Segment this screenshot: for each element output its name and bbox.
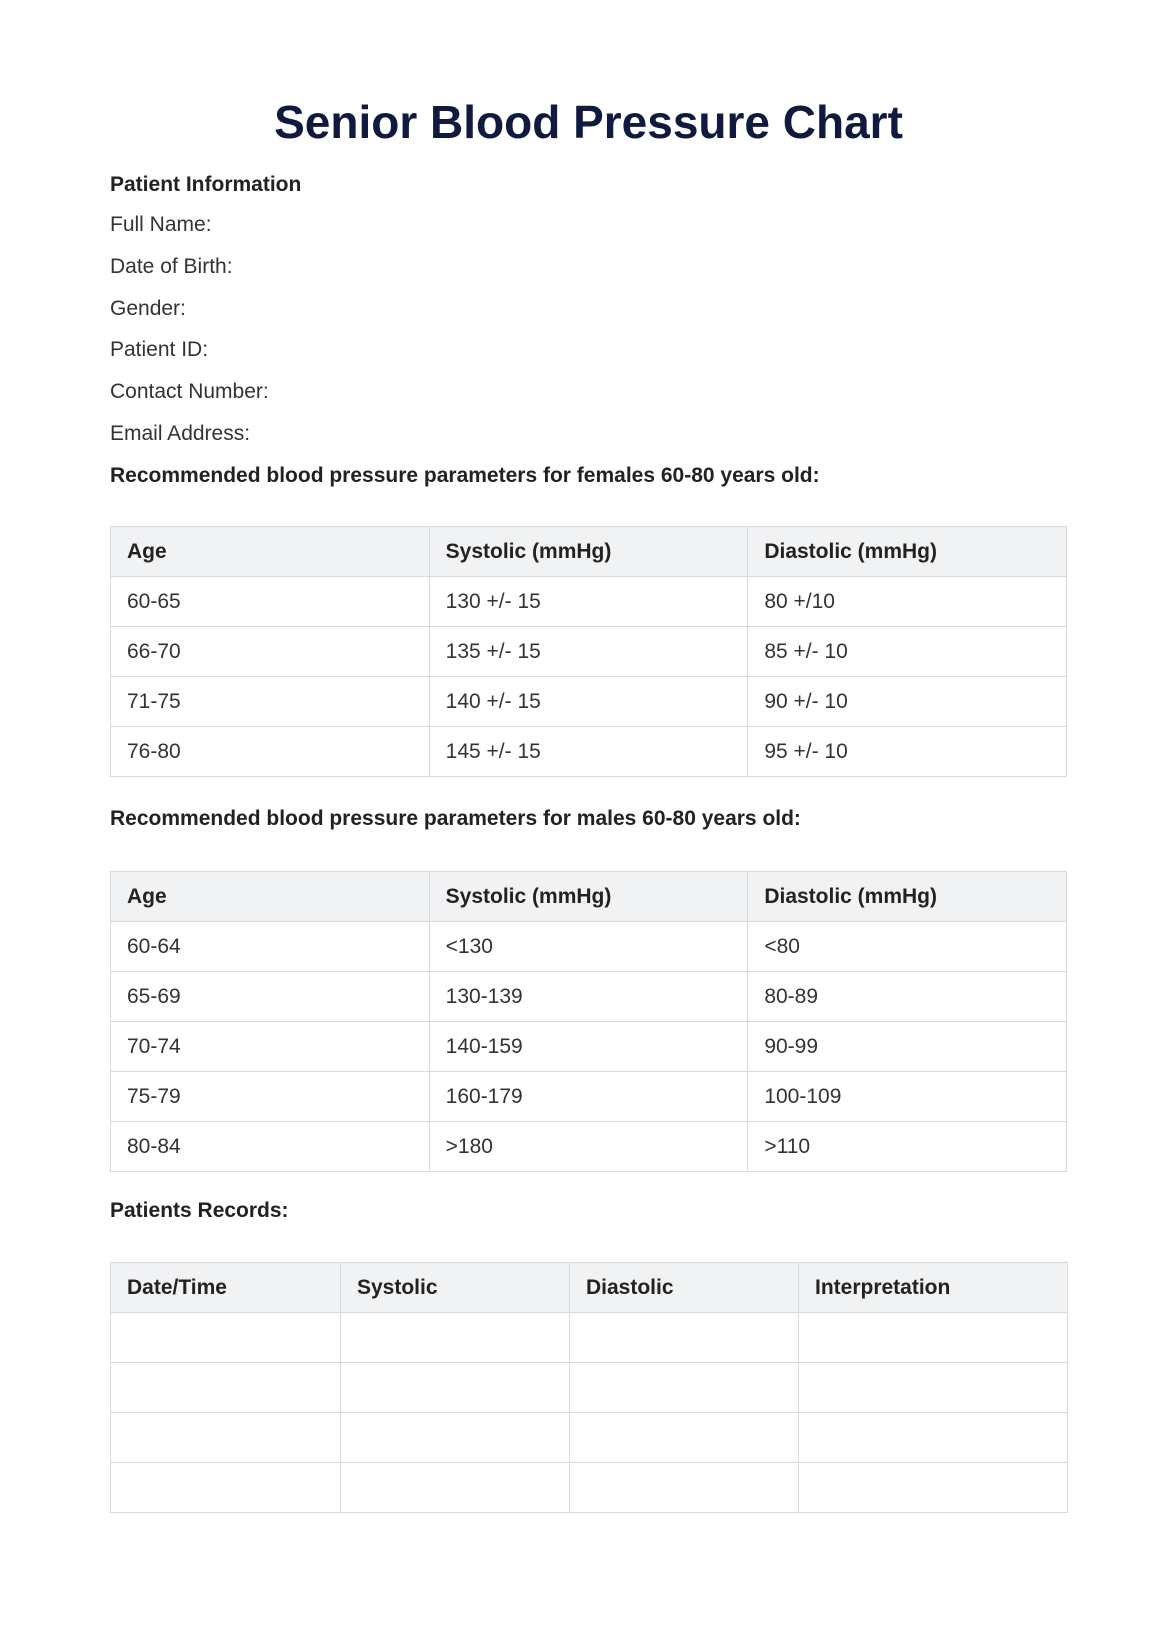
header-diastolic: Diastolic <box>570 1263 799 1313</box>
female-bp-table <box>110 526 1067 777</box>
table-header-row <box>111 527 1067 577</box>
table-row <box>111 1463 1068 1513</box>
table-row <box>111 1022 1067 1072</box>
systolic-cell: 130-139 <box>429 972 748 1022</box>
systolic-cell[interactable] <box>341 1363 570 1413</box>
systolic-cell[interactable] <box>341 1463 570 1513</box>
table-row <box>111 1363 1068 1413</box>
systolic-cell: 140 +/- 15 <box>429 677 748 727</box>
table-row <box>111 972 1067 1022</box>
email-address-label: Email Address: <box>110 422 251 445</box>
systolic-cell[interactable] <box>341 1313 570 1363</box>
diastolic-cell: 80 +/10 <box>748 577 1067 627</box>
table-header-row <box>111 1263 1068 1313</box>
table-row <box>111 922 1067 972</box>
diastolic-cell: 90 +/- 10 <box>748 677 1067 727</box>
diastolic-cell[interactable] <box>570 1413 799 1463</box>
table-row <box>111 1313 1068 1363</box>
table-row <box>111 1122 1067 1172</box>
diastolic-cell: 95 +/- 10 <box>748 727 1067 777</box>
header-diastolic: Diastolic (mmHg) <box>748 872 1067 922</box>
age-cell: 80-84 <box>111 1122 430 1172</box>
full-name-label: Full Name: <box>110 213 212 236</box>
age-cell: 71-75 <box>111 677 430 727</box>
table-header-row <box>111 872 1067 922</box>
systolic-cell: 135 +/- 15 <box>429 627 748 677</box>
table-row <box>111 1072 1067 1122</box>
page-title: Senior Blood Pressure Chart <box>274 96 903 148</box>
systolic-cell[interactable] <box>341 1413 570 1463</box>
age-cell: 76-80 <box>111 727 430 777</box>
diastolic-cell: <80 <box>748 922 1067 972</box>
patient-info-heading: Patient Information <box>110 173 302 196</box>
header-interpretation: Interpretation <box>799 1263 1068 1313</box>
age-cell: 66-70 <box>111 627 430 677</box>
systolic-cell: 130 +/- 15 <box>429 577 748 627</box>
header-systolic: Systolic <box>341 1263 570 1313</box>
diastolic-cell: >110 <box>748 1122 1067 1172</box>
male-table-heading: Recommended blood pressure parameters for males 60-80 years old: <box>110 807 801 830</box>
header-age: Age <box>111 527 430 577</box>
header-date-time: Date/Time <box>111 1263 341 1313</box>
interpretation-cell[interactable] <box>799 1413 1068 1463</box>
date-time-cell[interactable] <box>111 1413 341 1463</box>
diastolic-cell: 100-109 <box>748 1072 1067 1122</box>
table-row <box>111 1413 1068 1463</box>
table-row <box>111 677 1067 727</box>
records-heading: Patients Records: <box>110 1199 289 1222</box>
date-time-cell[interactable] <box>111 1363 341 1413</box>
systolic-cell: 160-179 <box>429 1072 748 1122</box>
patient-records-table <box>110 1262 1068 1513</box>
diastolic-cell[interactable] <box>570 1463 799 1513</box>
date-time-cell[interactable] <box>111 1313 341 1363</box>
age-cell: 60-64 <box>111 922 430 972</box>
male-bp-table <box>110 871 1067 1172</box>
age-cell: 70-74 <box>111 1022 430 1072</box>
diastolic-cell: 80-89 <box>748 972 1067 1022</box>
patient-id-label: Patient ID: <box>110 338 209 361</box>
table-row <box>111 577 1067 627</box>
systolic-cell: <130 <box>429 922 748 972</box>
interpretation-cell[interactable] <box>799 1313 1068 1363</box>
date-of-birth-label: Date of Birth: <box>110 255 233 278</box>
age-cell: 60-65 <box>111 577 430 627</box>
contact-number-label: Contact Number: <box>110 380 269 403</box>
interpretation-cell[interactable] <box>799 1463 1068 1513</box>
table-row <box>111 627 1067 677</box>
table-row <box>111 727 1067 777</box>
diastolic-cell[interactable] <box>570 1363 799 1413</box>
diastolic-cell[interactable] <box>570 1313 799 1363</box>
diastolic-cell: 85 +/- 10 <box>748 627 1067 677</box>
header-systolic: Systolic (mmHg) <box>429 872 748 922</box>
date-time-cell[interactable] <box>111 1463 341 1513</box>
systolic-cell: >180 <box>429 1122 748 1172</box>
gender-label: Gender: <box>110 297 186 320</box>
header-diastolic: Diastolic (mmHg) <box>748 527 1067 577</box>
header-systolic: Systolic (mmHg) <box>429 527 748 577</box>
diastolic-cell: 90-99 <box>748 1022 1067 1072</box>
systolic-cell: 140-159 <box>429 1022 748 1072</box>
interpretation-cell[interactable] <box>799 1363 1068 1413</box>
age-cell: 75-79 <box>111 1072 430 1122</box>
age-cell: 65-69 <box>111 972 430 1022</box>
header-age: Age <box>111 872 430 922</box>
female-table-heading: Recommended blood pressure parameters for females 60-80 years old: <box>110 464 820 487</box>
systolic-cell: 145 +/- 15 <box>429 727 748 777</box>
